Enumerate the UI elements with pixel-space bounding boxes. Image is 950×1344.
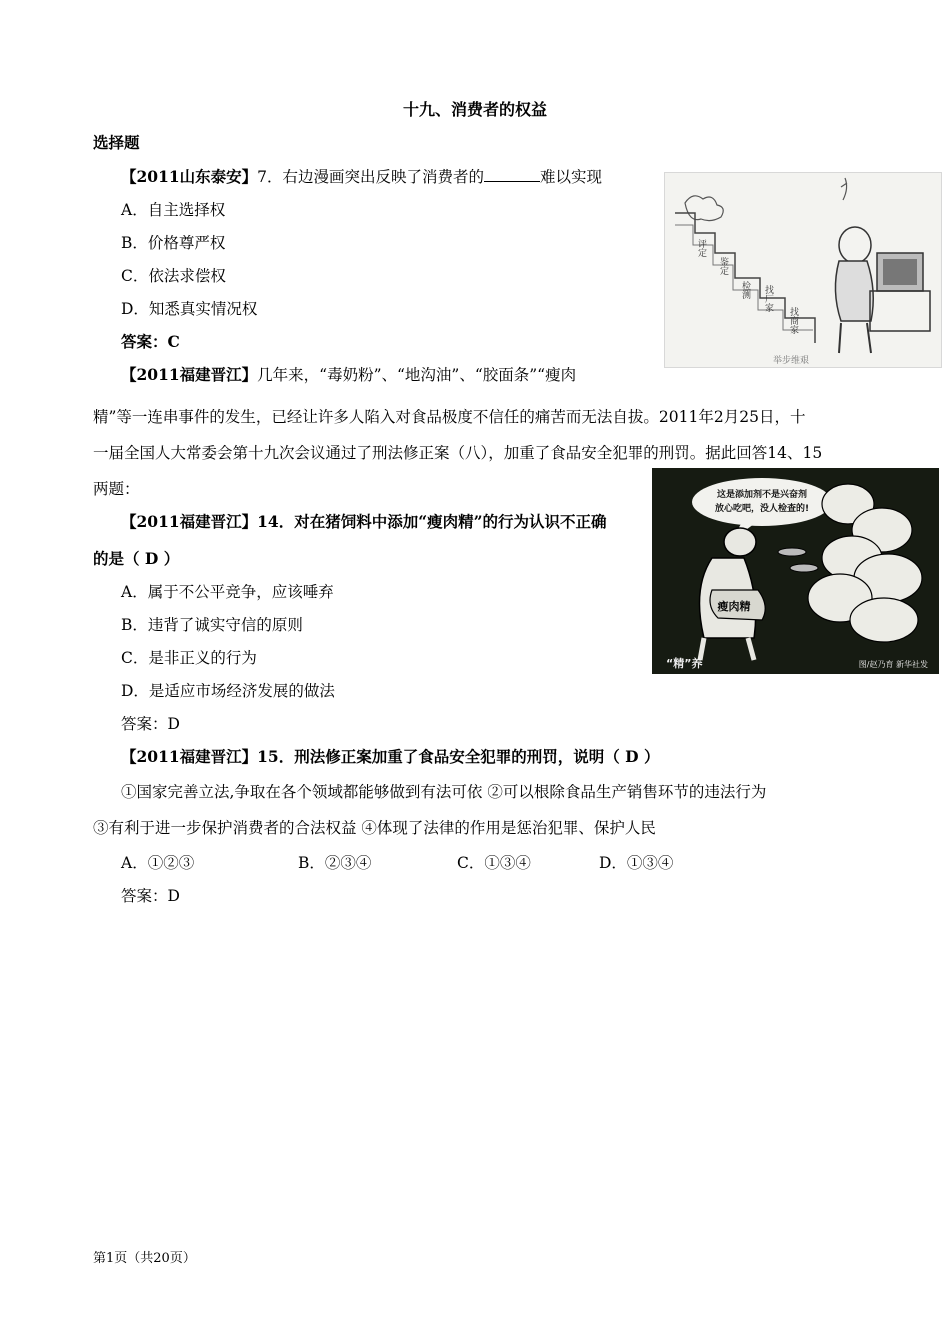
q15-option-d: D．①③④ (599, 854, 674, 872)
q15-option-a: A．①②③ (121, 854, 195, 872)
q14-tag: 【2011福建晋江】 (121, 512, 258, 531)
stair-step-label: 找商家 (788, 307, 798, 334)
q14-option-b: B．违背了诚实守信的原则 (121, 616, 303, 634)
q15-tag: 【2011福建晋江】 (121, 747, 258, 766)
q14-answer: 答案：D (121, 715, 180, 733)
q15-answer: 答案：D (121, 887, 180, 905)
q7-stem-a: 7．右边漫画突出反映了消费者的 (257, 168, 485, 186)
page-footer: 第1页（共20页） (93, 1251, 196, 1266)
cartoon2-caption-left: “精”养 (666, 657, 703, 670)
stair-step-label: 找厂家 (763, 285, 773, 312)
q7-blank (484, 167, 540, 182)
cartoon-stairs-drawing (665, 173, 941, 367)
q15-stem (121, 746, 659, 768)
q15-option-c: C．①③④ (457, 854, 531, 872)
section-heading: 选择题 (93, 133, 140, 152)
intro-line-3: 一届全国人大常委会第十九次会议通过了刑法修正案（八），加重了食品安全犯罪的刑罚。据此回答14、15 (93, 444, 823, 462)
cartoon2-caption-right: 图/赵乃育 新华社发 (858, 660, 928, 669)
cartoon-caption: 举步维艰 (773, 356, 810, 366)
speech-bubble-line-1: 这是添加剂不是兴奋剂 (716, 490, 808, 500)
q7-option-c: C．依法求偿权 (121, 267, 226, 285)
q14-option-a: A．属于不公平竞争，应该唾弃 (121, 583, 334, 601)
stair-step-label: 评定 (696, 239, 706, 257)
q7-stem-b: 难以实现 (540, 168, 603, 186)
q15-statements-line-1: ①国家完善立法,争取在各个领域都能够做到有法可依 ②可以根除食品生产销售环节的违法行为 (121, 783, 767, 801)
q15-option-b: B．②③④ (298, 854, 372, 872)
speech-bubble-line-2: 放心吃吧，没人检查的! (714, 504, 810, 514)
stair-step-label: 检测 (740, 281, 750, 299)
intro-line-4: 两题： (93, 480, 140, 498)
q15-stem-text: 15．刑法修正案加重了食品安全犯罪的刑罚，说明（ D ） (257, 747, 660, 766)
q7-option-d: D．知悉真实情况权 (121, 300, 258, 318)
q7-option-b: B．价格尊严权 (121, 234, 226, 252)
q14-option-c: C．是非正义的行为 (121, 649, 257, 667)
q7-answer: 答案：C (121, 332, 180, 351)
q7-tag: 【2011山东泰安】 (121, 167, 258, 186)
intro-tag: 【2011福建晋江】 (121, 365, 258, 384)
q14-stem-b: 的是（ D ） (93, 549, 180, 568)
intro-text-1: 几年来，“毒奶粉”、“地沟油”、“胶面条”“瘦肉 (257, 366, 577, 384)
q7-option-a: A．自主选择权 (121, 201, 226, 219)
q15-statements-line-2: ③有利于进一步保护消费者的合法权益 ④体现了法律的作用是惩治犯罪、保护人民 (93, 819, 656, 837)
stair-step-label: 鉴定 (718, 257, 728, 275)
intro-line-2: 精”等一连串事件的发生，已经让许多人陷入对食品极度不信任的痛苦而无法自拔。2011年2月25日，十 (93, 408, 806, 426)
cartoon-stairs-image (664, 172, 942, 368)
page-title: 十九、消费者的权益 (402, 100, 547, 119)
cartoon-pigs-drawing (652, 468, 939, 674)
bucket-label: 瘦肉精 (717, 600, 751, 613)
q14-option-d: D．是适应市场经济发展的做法 (121, 682, 335, 700)
intro-line-1 (121, 364, 576, 386)
cartoon-pigs-image (652, 468, 939, 674)
q7-stem (121, 166, 602, 188)
q14-stem (121, 511, 607, 533)
q14-stem-a: 14．对在猪饲料中添加“瘦肉精”的行为认识不正确 (257, 512, 607, 531)
